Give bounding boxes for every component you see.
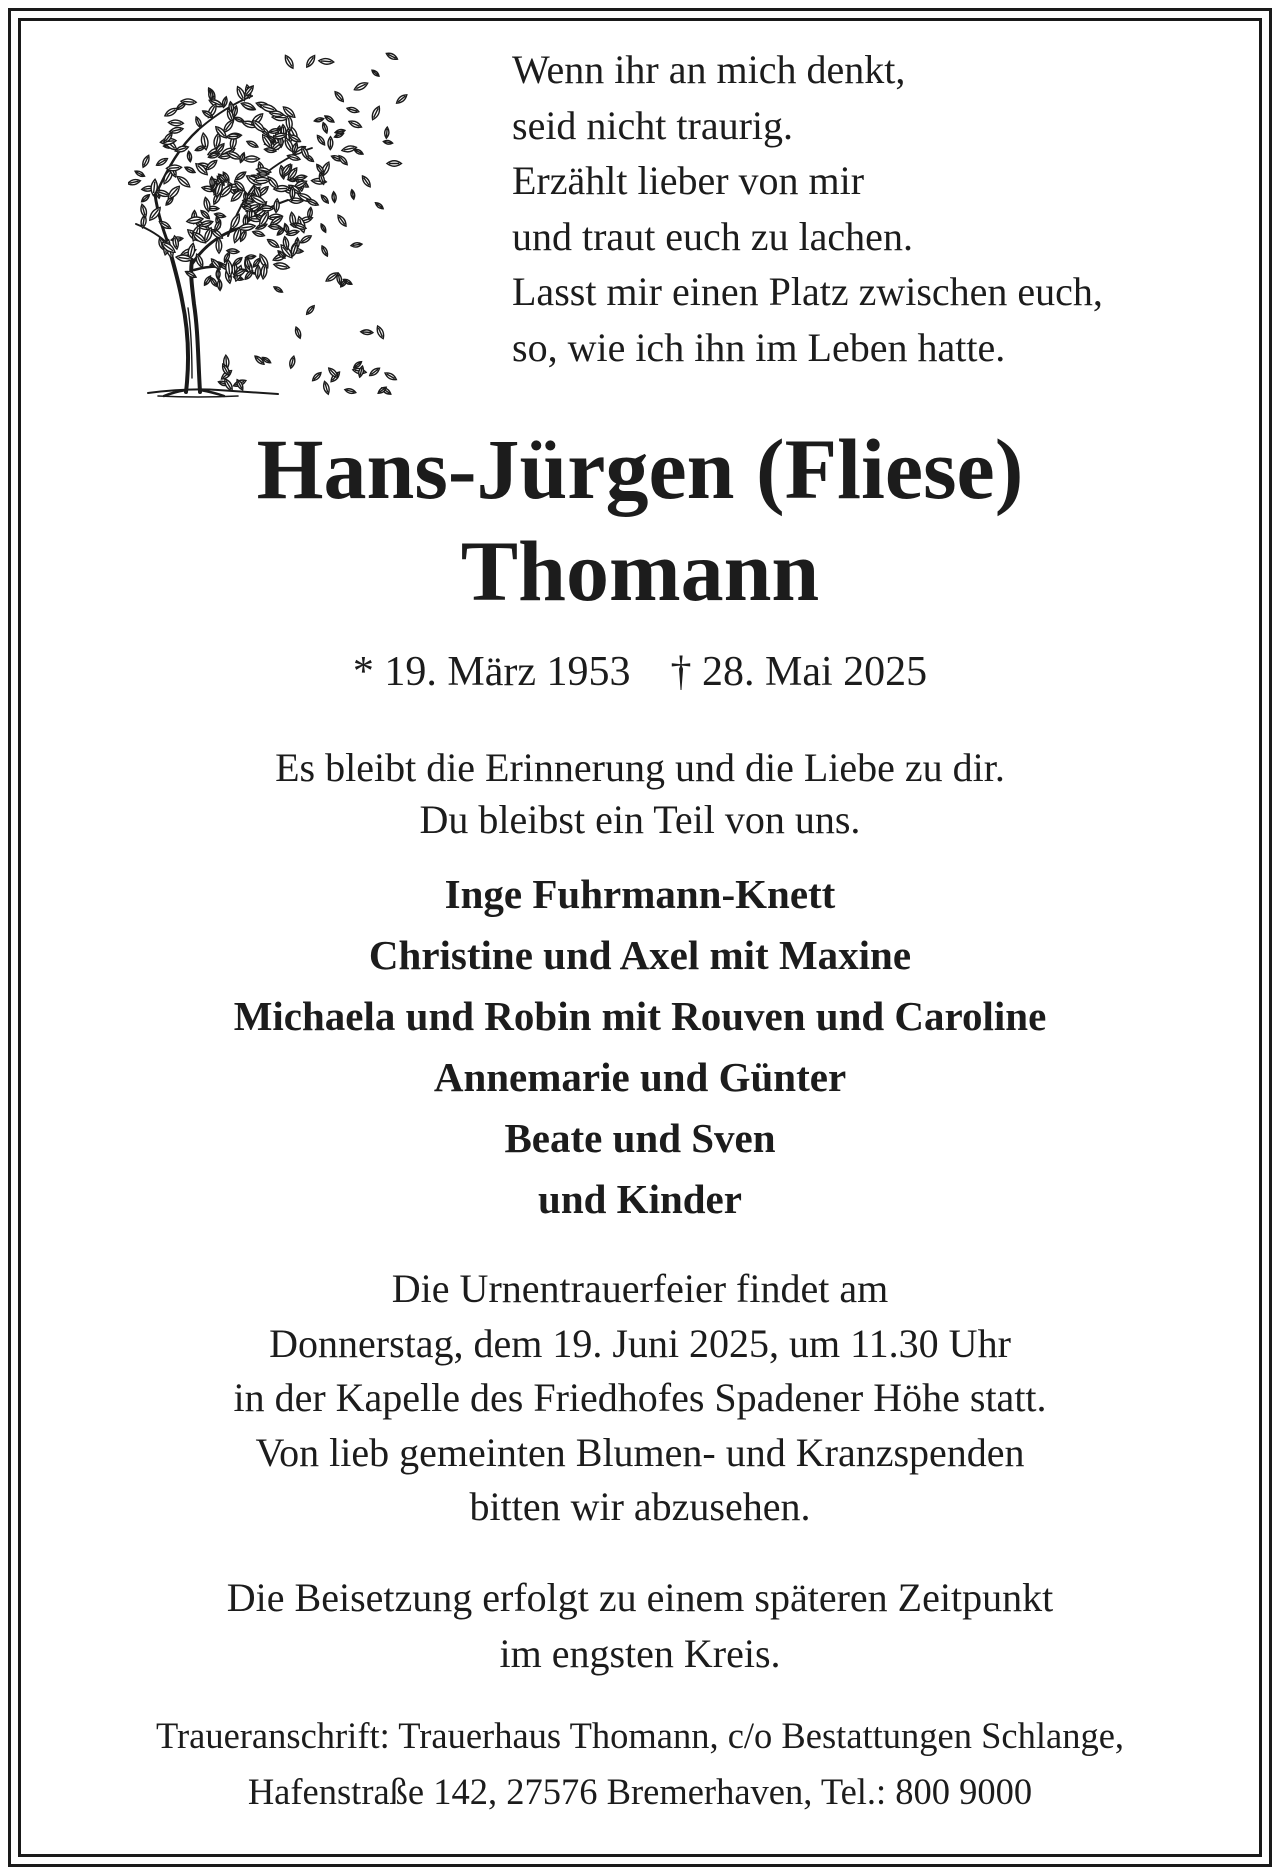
service-line: bitten wir abzusehen. xyxy=(469,1484,811,1529)
burial-line: Die Beisetzung erfolgt zu einem späteren Zeitpunkt xyxy=(226,1575,1054,1620)
service-line: in der Kapelle des Friedhofes Spadener Höhe statt. xyxy=(233,1375,1047,1420)
memorial-motto xyxy=(40,742,1240,846)
mourning-address xyxy=(40,1708,1240,1820)
poem xyxy=(512,42,1232,375)
family-member: Beate und Sven xyxy=(504,1115,776,1161)
family-signatures xyxy=(40,864,1240,1230)
motto-line: Du bleibst ein Teil von uns. xyxy=(419,797,861,842)
poem-line: Wenn ihr an mich denkt, xyxy=(512,47,906,92)
poem-line: seid nicht traurig. xyxy=(512,102,794,148)
name-line: Hans-Jürgen (Fliese) xyxy=(256,421,1024,517)
funeral-service-info xyxy=(40,1262,1240,1535)
burial-line: im engsten Kreis. xyxy=(499,1631,781,1676)
windblown-tree-icon xyxy=(128,38,408,408)
deceased-name xyxy=(40,418,1240,622)
service-line: Von lieb gemeinten Blumen- und Kranzspenden xyxy=(255,1429,1025,1475)
family-member: Inge Fuhrmann-Knett xyxy=(444,871,836,917)
address-line: Hafenstraße 142, 27576 Bremerhaven, Tel.: 800 9000 xyxy=(247,1771,1033,1812)
birth-date: * 19. März 1953 xyxy=(352,649,631,695)
family-member: Michaela und Robin mit Rouven und Caroline xyxy=(233,993,1047,1039)
life-dates xyxy=(40,644,1240,700)
family-member: und Kinder xyxy=(538,1176,742,1222)
poem-line: Erzählt lieber von mir xyxy=(512,158,865,203)
service-line: Donnerstag, dem 19. Juni 2025, um 11.30 Uhr xyxy=(269,1320,1011,1366)
poem-line: Lasst mir einen Platz zwischen euch, xyxy=(512,269,1103,314)
death-date: † 28. Mai 2025 xyxy=(670,649,928,695)
burial-info xyxy=(40,1570,1240,1682)
motto-line: Es bleibt die Erinnerung und die Liebe zu dir. xyxy=(275,745,1005,790)
family-member: Annemarie und Günter xyxy=(433,1054,847,1100)
service-line: Die Urnentrauerfeier findet am xyxy=(391,1266,889,1311)
surname-line: Thomann xyxy=(460,523,820,619)
address-line: Traueranschrift: Trauerhaus Thomann, c/o Bestattungen Schlange, xyxy=(155,1715,1125,1756)
poem-line: so, wie ich ihn im Leben hatte. xyxy=(512,324,1006,370)
poem-line: und traut euch zu lachen. xyxy=(512,213,913,259)
family-member: Christine und Axel mit Maxine xyxy=(368,932,912,978)
